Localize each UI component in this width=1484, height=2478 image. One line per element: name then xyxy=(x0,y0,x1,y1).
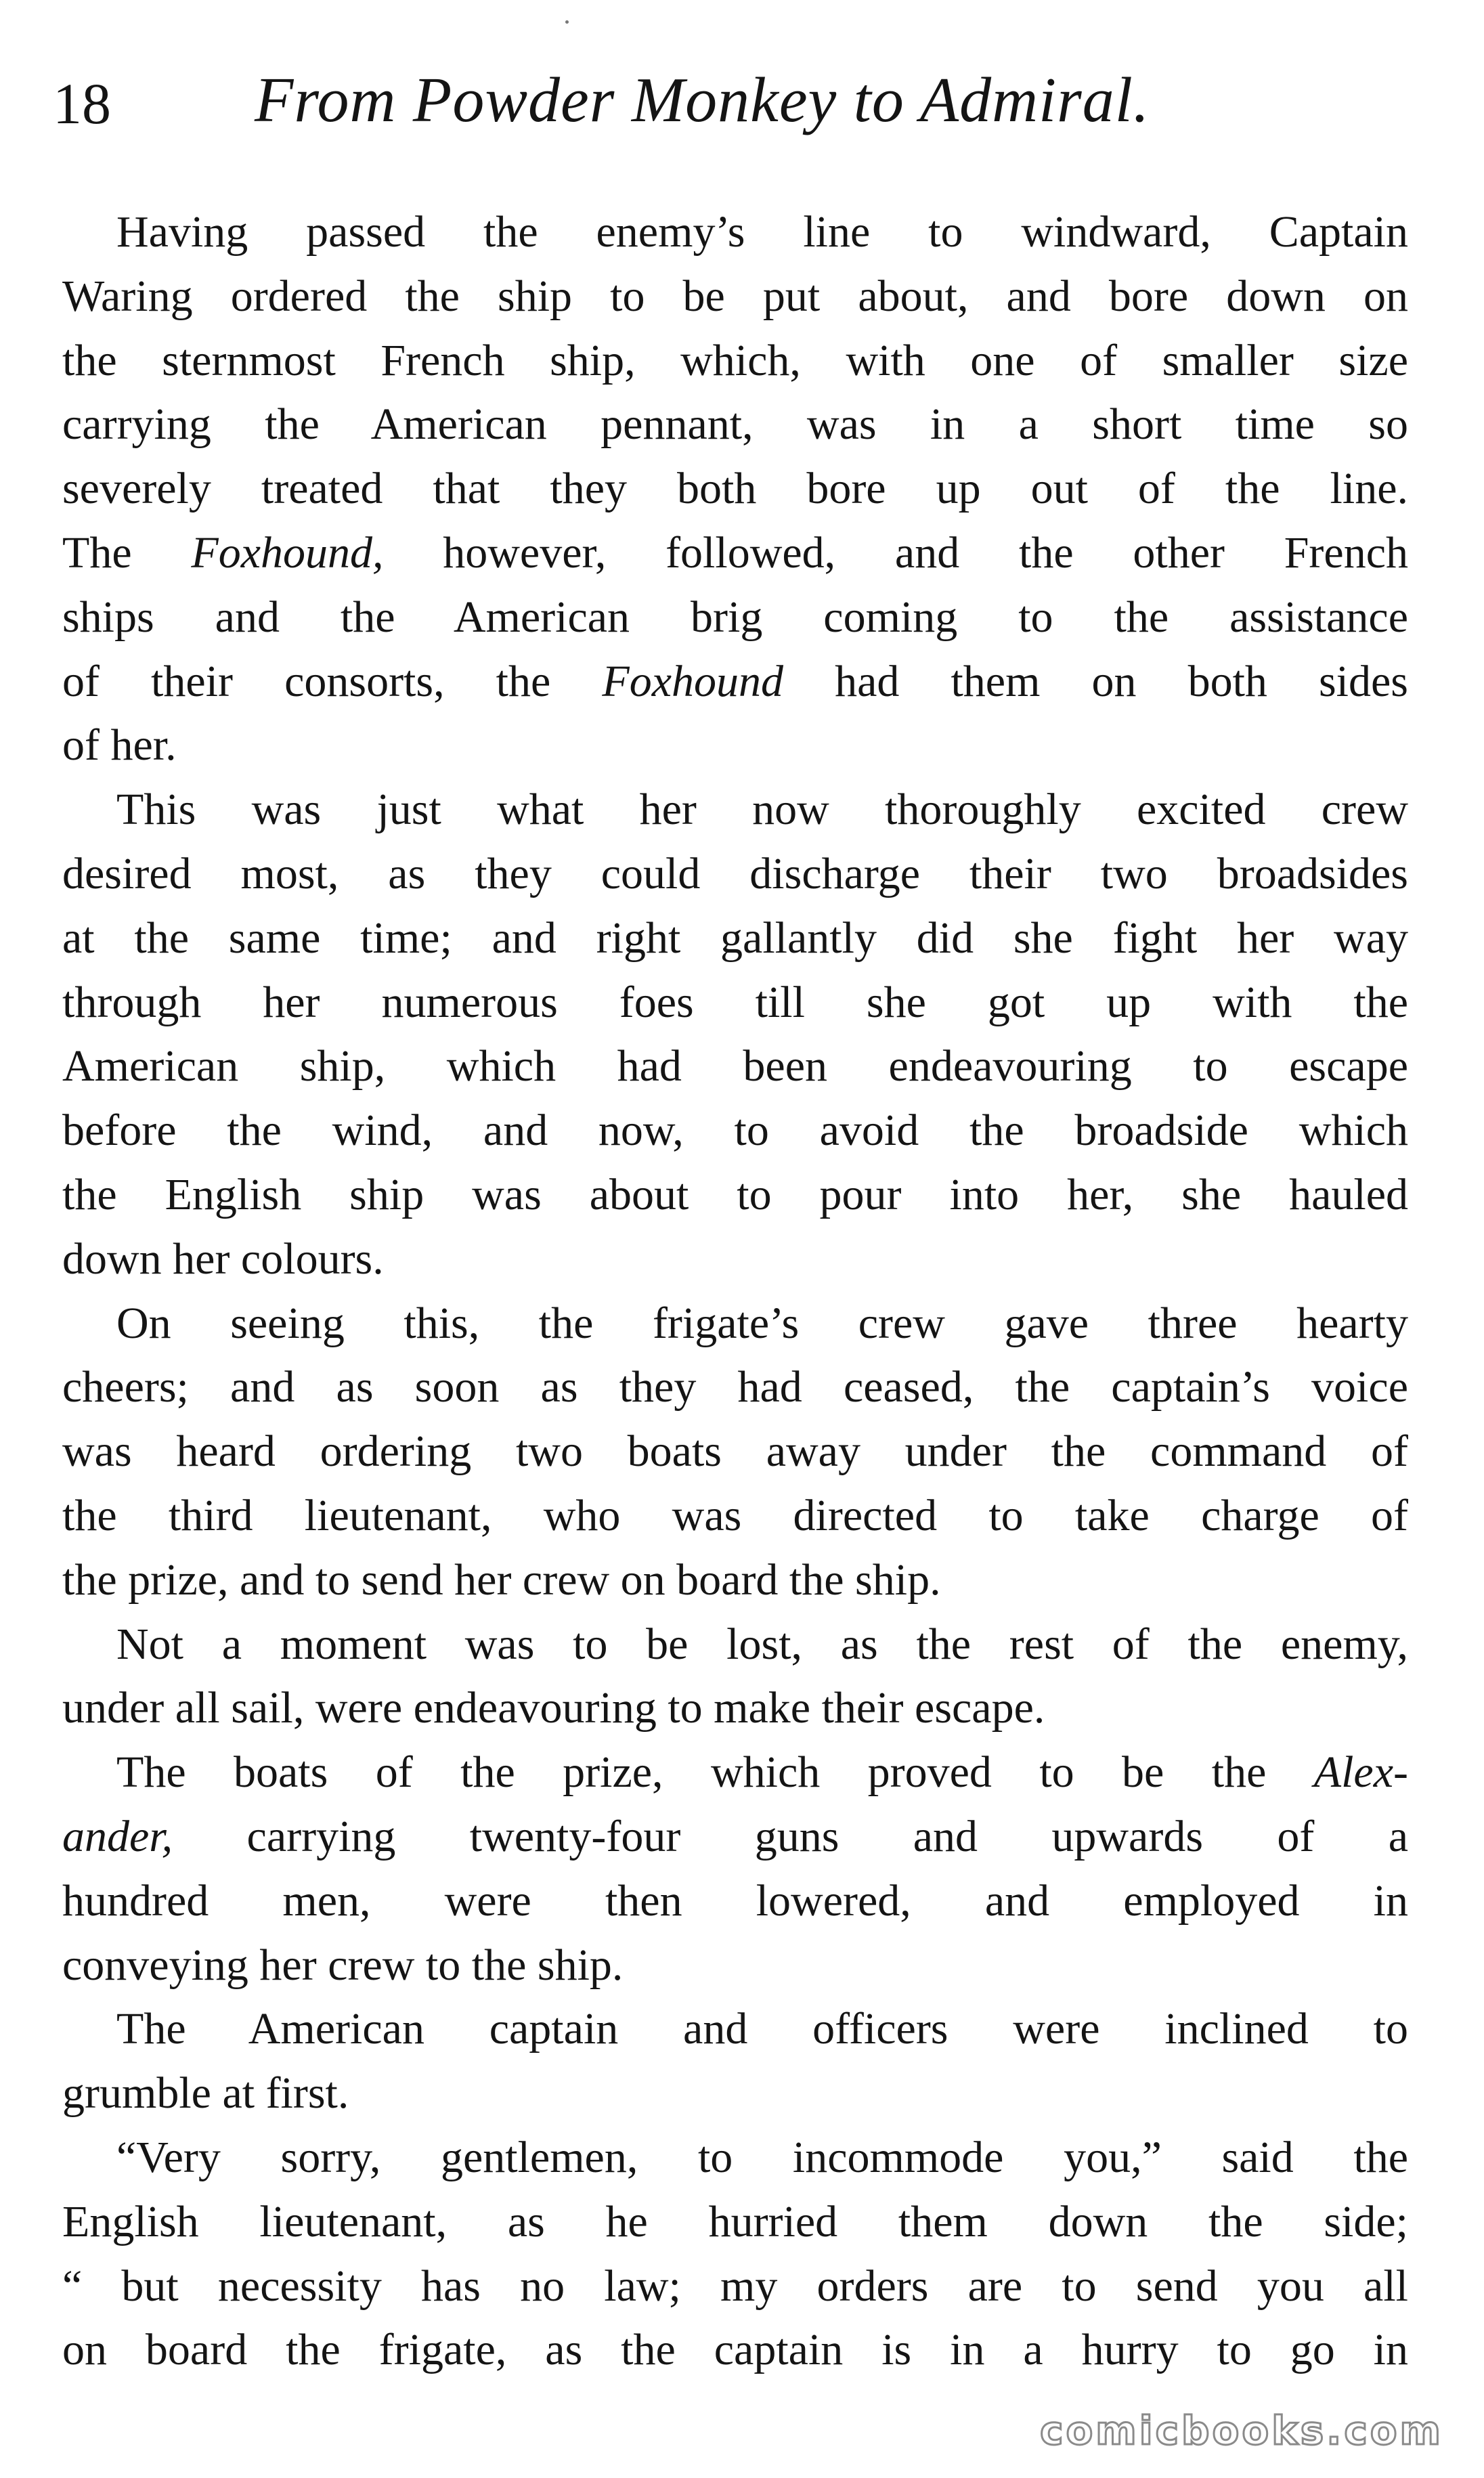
text-line xyxy=(62,521,1408,586)
text-line: conveying her crew to the ship. xyxy=(62,1940,624,1990)
text-line: “ but necessity has no law; my orders are to send you all xyxy=(62,2261,1408,2311)
text-line: the English ship was about to pour into her, she hauled xyxy=(62,1169,1408,1219)
text-line: desired most, as they could discharge their two broadsides xyxy=(62,848,1408,898)
text-line xyxy=(62,1741,1408,1805)
text-line: before the wind, and now, to avoid the broadside which xyxy=(62,1106,1408,1156)
text-line xyxy=(62,1805,1408,1869)
text-line: American ship, which had been endeavouring to escape xyxy=(62,1041,1408,1091)
text-line: at the same time; and right gallantly did she fight her way xyxy=(62,913,1408,963)
text-line: Waring ordered the ship to be put about, and bore down on xyxy=(62,271,1408,321)
text-line: The American captain and officers were inclined to xyxy=(116,2004,1408,2054)
body-text xyxy=(62,200,1408,2383)
text-segment: had them on both sides xyxy=(783,656,1408,706)
text-line: under all sail, were endeavouring to make their escape. xyxy=(62,1683,1045,1733)
text-line: of her. xyxy=(62,720,177,770)
text-line: down her colours. xyxy=(62,1234,384,1284)
text-segment: carrying twenty-four guns and upwards of a xyxy=(173,1811,1408,1861)
text-line xyxy=(62,650,1408,714)
text-line: the third lieutenant, who was directed to take charge of xyxy=(62,1490,1408,1540)
text-segment: of their consorts, the xyxy=(62,656,603,706)
text-line: the sternmost French ship, which, with one of smaller size xyxy=(62,335,1408,385)
text-segment: The xyxy=(62,527,192,578)
text-line: This was just what her now thoroughly excited crew xyxy=(116,785,1408,835)
text-segment: however, followed, and the other French xyxy=(383,527,1408,578)
text-line: on board the frigate, as the captain is in a hurry to go in xyxy=(62,2325,1408,2375)
text-line: “Very sorry, gentlemen, to incommode you,” said the xyxy=(116,2132,1408,2182)
text-line: cheers; and as soon as they had ceased, the captain’s voice xyxy=(62,1362,1408,1412)
text-line: carrying the American pennant, was in a short time so xyxy=(62,399,1408,450)
text-line: grumble at first. xyxy=(62,2068,349,2118)
ship-name: Alex- xyxy=(1313,1747,1408,1798)
text-segment: The boats of the prize, which proved to be the xyxy=(116,1747,1314,1798)
ship-name: Foxhound, xyxy=(191,527,384,578)
text-line: the prize, and to send her crew on board the ship. xyxy=(62,1555,941,1605)
text-line: Not a moment was to be lost, as the rest of the enemy, xyxy=(116,1619,1408,1669)
text-line: English lieutenant, as he hurried them down the side; xyxy=(62,2196,1408,2246)
text-line: through her numerous foes till she got up with the xyxy=(62,977,1408,1027)
text-line: On seeing this, the frigate’s crew gave three hearty xyxy=(116,1298,1408,1348)
text-line: hundred men, were then lowered, and employed in xyxy=(62,1875,1408,1926)
text-line: was heard ordering two boats away under the command of xyxy=(62,1427,1408,1477)
ship-name: ander, xyxy=(62,1811,173,1861)
text-line: severely treated that they both bore up out of the line. xyxy=(62,464,1408,514)
text-line: Having passed the enemy’s line to windward, Captain xyxy=(116,207,1408,257)
text-line: ships and the American brig coming to the assistance xyxy=(62,592,1408,642)
running-title: From Powder Monkey to Admiral. xyxy=(255,65,1150,135)
ink-speck xyxy=(565,20,569,24)
running-head xyxy=(53,60,1434,148)
page-number: 18 xyxy=(53,71,111,136)
ship-name: Foxhound xyxy=(602,656,783,706)
watermark: comicbooks.com xyxy=(1040,2408,1443,2454)
